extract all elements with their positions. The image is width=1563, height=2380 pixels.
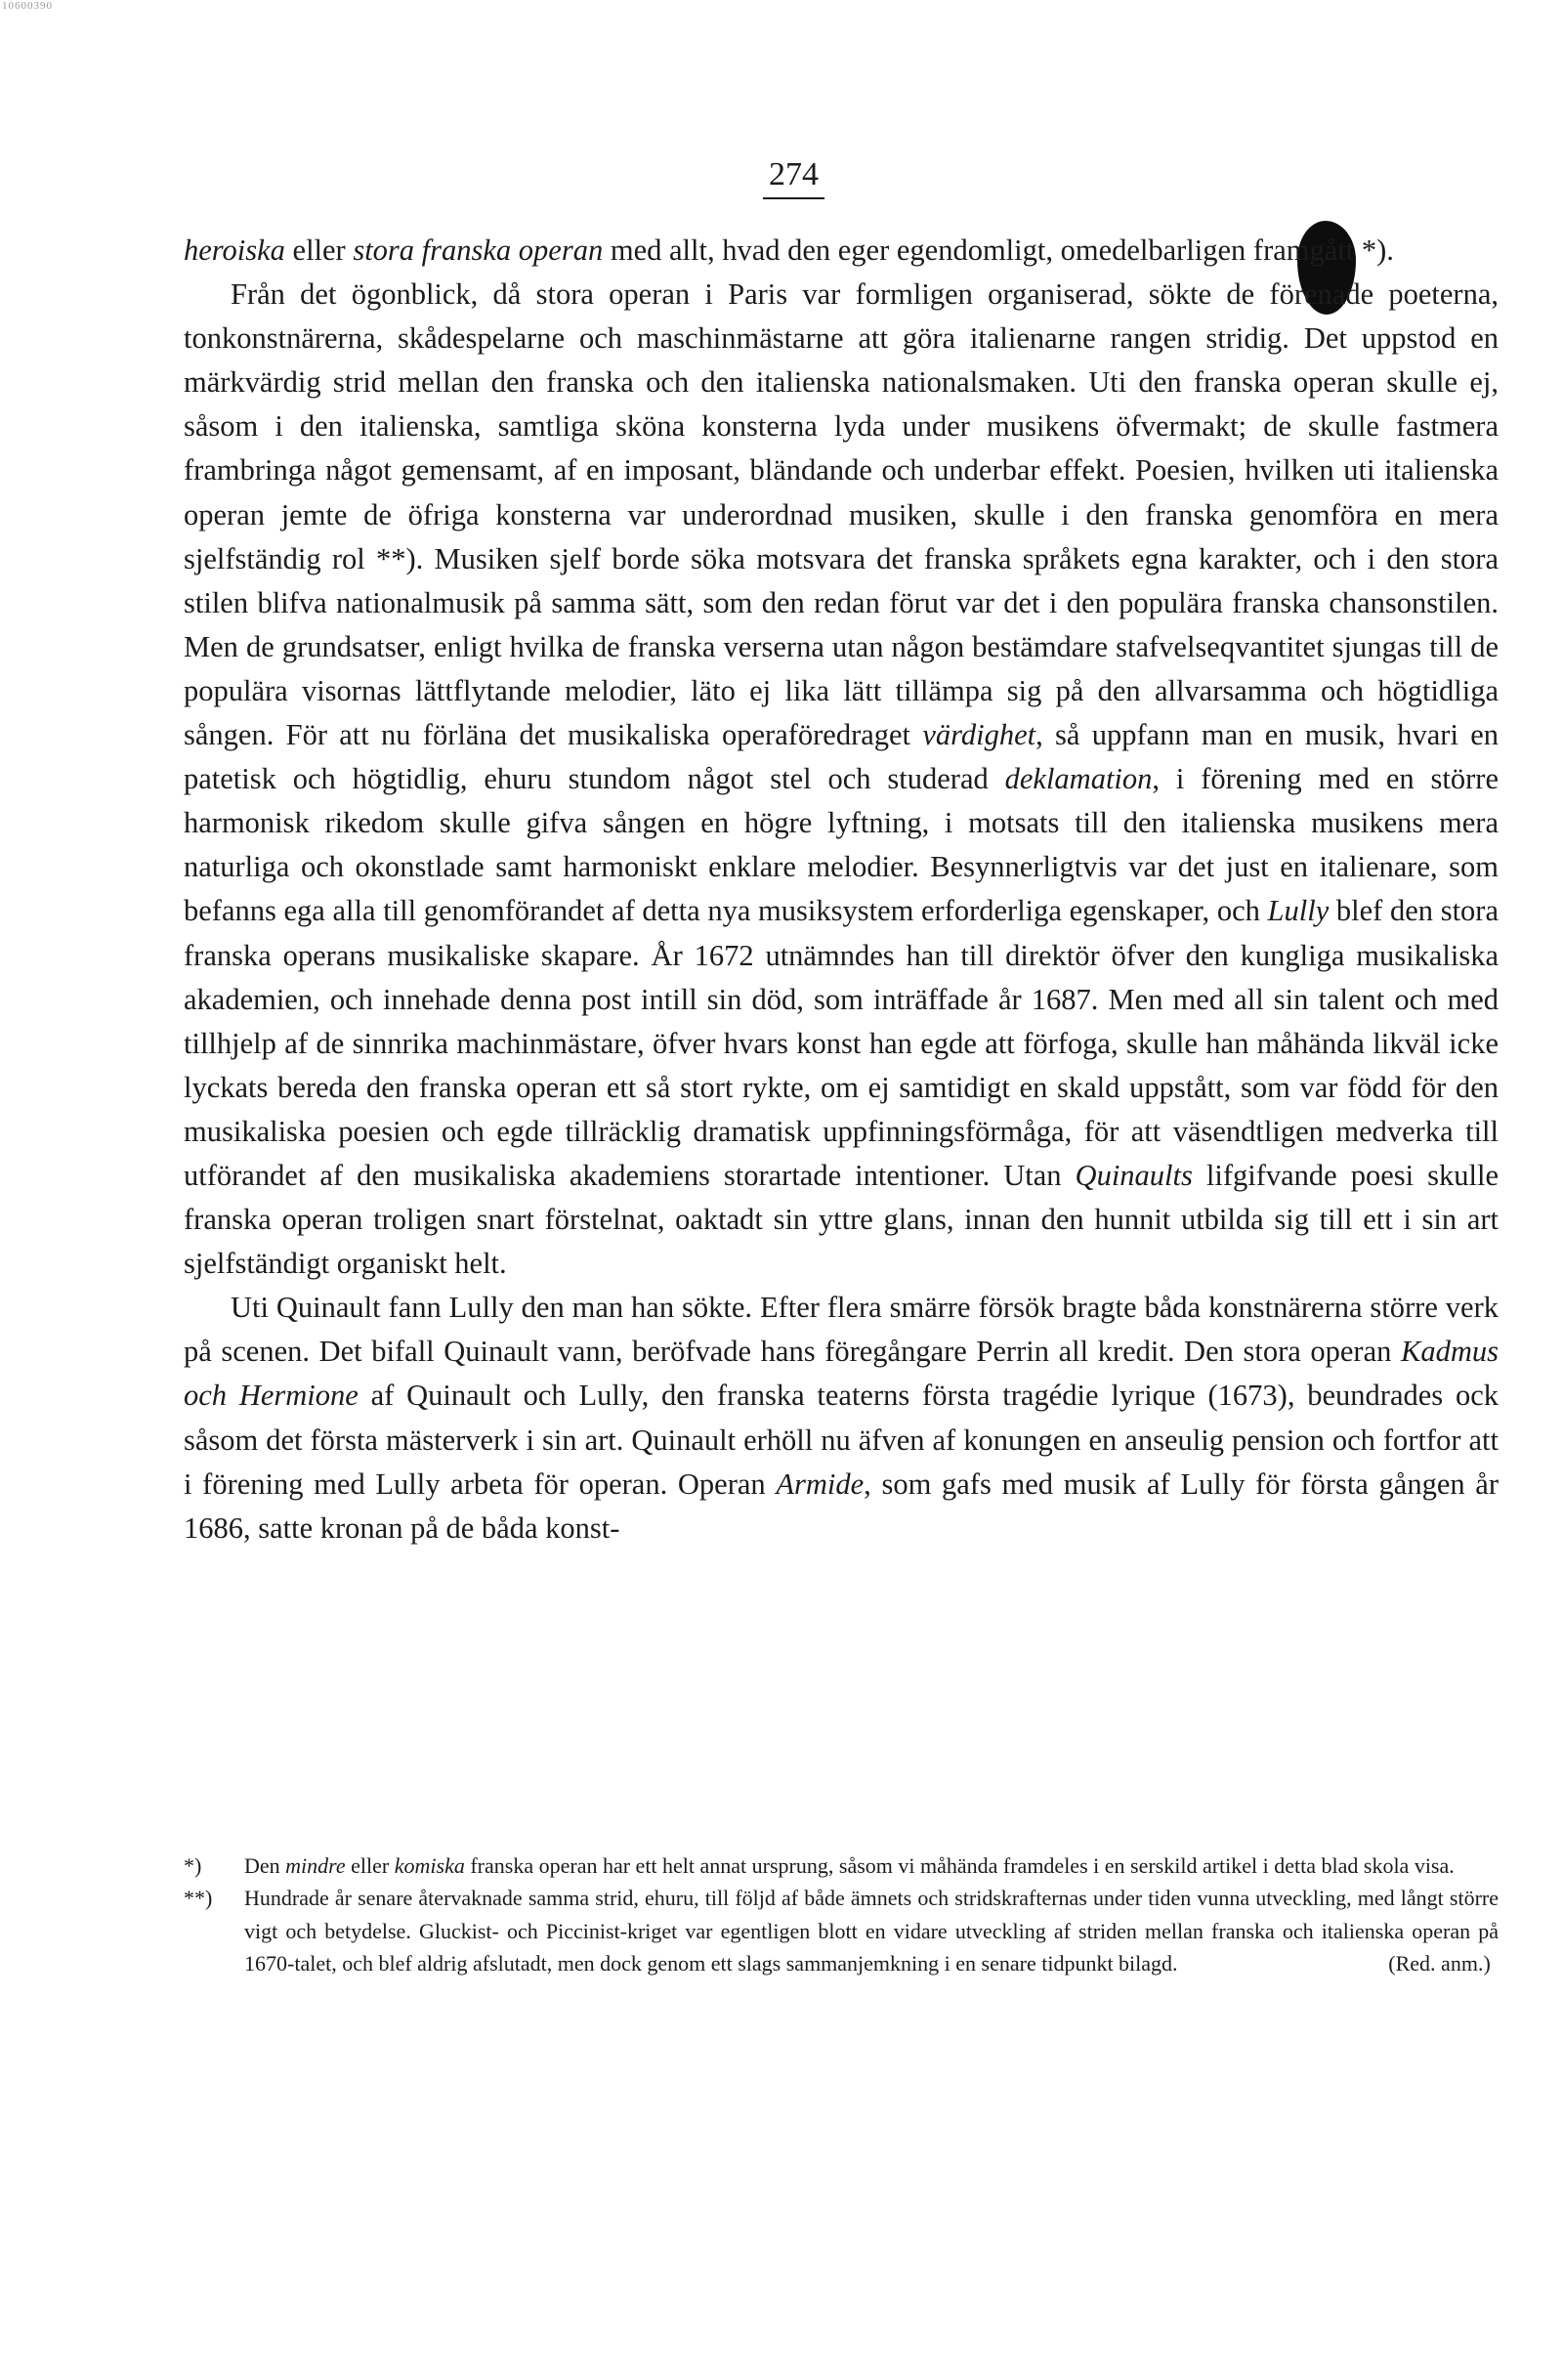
italic-run: heroiska xyxy=(184,234,285,267)
italic-run: deklamation xyxy=(1004,762,1153,796)
editor-note: (Red. anm.) xyxy=(1388,1951,1491,1976)
italic-run: stora franska operan xyxy=(353,234,604,267)
page-id: 10600390 xyxy=(2,0,53,12)
italic-run: komiska xyxy=(394,1853,465,1878)
footnotes xyxy=(184,1849,1499,1980)
text-run: franska operan har ett helt annat ursprung, såsom vi måhända framdeles i en serskild artikel i detta blad skola visa. xyxy=(464,1853,1455,1878)
italic-run: Kadmus och Hermione xyxy=(184,1335,1499,1413)
text-run: Uti Quinault fann Lully den man han sökte. Efter flera smärre försök bragte båda konstnärerna större verk på scenen. Det bifall Quinault vann, beröfvade hans föregångare Perrin all kredit. Den stora operan xyxy=(184,1291,1499,1369)
paragraph-2 xyxy=(184,273,1499,1286)
italic-run: Armide xyxy=(776,1466,865,1501)
text-run: Den xyxy=(244,1853,286,1878)
text-run: Hundrade år senare återvaknade samma strid, ehuru, till följd af både ämnets och stridskrafternas under tiden vunna utveckling, med långt större vigt och betydelse. Gluckist- och Piccinist-kriget var egentligen blott en vidare utveckling af striden mellan franska och italienska operan på 1670-talet, och blef aldrig afslutadt, men dock genom ett slags sammanjemkning i en senare tidpunkt bilagd. xyxy=(244,1886,1499,1976)
italic-run: värdighet xyxy=(922,718,1036,752)
text-run: med allt, hvad den eger egendomligt, omedelbarligen framgått *). xyxy=(603,234,1394,267)
footnote-1 xyxy=(184,1849,1499,1882)
text-run: af Quinault och Lully, den franska teaterns första tragédie lyrique (1673), beundrades ock såsom det första mästerverk i sin art. Quinault erhöll nu äfven af konungen en anseulig pension och fortfor att i förening med Lully arbeta för operan. Operan xyxy=(184,1379,1499,1501)
text-run: blef den stora franska operans musikaliske skapare. År 1672 utnämndes han till direktör öfver den kungliga musikaliska akademien, och innehade denna post intill sin död, som inträffade år 1687. Men med all sin talent och med tillhjelp af de sinnrika machinmästare, öfver hvars konst han egde att förfoga, skulle han måhända likväl icke lyckats bereda den franska operan ett så stort rykte, om ej samtidigt en skald uppstått, som var född för den musikaliska poesien och egde tillräcklig dramatisk uppfinningsförmåga, för att väsendtligen medverka till utförandet af den musikaliska akademiens storartade intentioner. Utan xyxy=(184,894,1499,1192)
text-run: lifgifvande poesi skulle franska operan troligen snart förstelnat, oaktadt sin yttre glans, innan den hunnit utbilda sig till ett i sin art sjelfständigt organiskt helt. xyxy=(184,1158,1499,1281)
italic-run: mindre xyxy=(285,1853,346,1878)
footnote-text xyxy=(244,1853,1455,1878)
text-run: , så uppfann man en musik, hvari en patetisk och högtidlig, ehuru stundom något stel och studerad xyxy=(184,718,1500,796)
page-number xyxy=(0,156,1563,199)
text-run: eller xyxy=(345,1853,395,1878)
paragraph-3 xyxy=(184,1286,1499,1551)
footnote-2 xyxy=(184,1882,1499,1979)
footnote-marker: **) xyxy=(184,1886,213,1911)
footnote-marker: *) xyxy=(184,1853,202,1878)
italic-run: Quinaults xyxy=(1075,1158,1193,1192)
text-run: Från det ögonblick, då stora operan i Paris var formligen organiserad, sökte de förenade poeterna, tonkonstnärerna, skådespelarne och maschinmästarne att göra italienarne rangen stridig. Det uppstod en märkvärdig strid mellan den franska och den italienska nationalsmaken. Uti den franska operan skulle ej, såsom i den italienska, samtliga sköna konsterna lyda under musikens öfvermakt; de skulle fastmera frambringa något gemensamt, af en imposant, bländande och underbar effekt. Poesien, hvilken uti italienska operan jemte de öfriga konsterna var underordnad musiken, skulle i den franska genomföra en mera sjelfständig rol **). Musiken sjelf borde söka motsvara det franska språkets egna karakter, och i den stora stilen blifva nationalmusik på samma sätt, som den redan förut var det i den populära franska chansonstilen. Men de grundsatser, enligt hvilka de franska verserna utan någon bestämdare stafvelseqvantitet sjungas till de populära visornas lättflytande melodier, läto ej lika lätt tillämpa sig på den allvarsamma och högtidliga sången. För att nu förläna det musikaliska operaföredraget xyxy=(184,277,1499,752)
main-text xyxy=(184,229,1499,1551)
text-run: eller xyxy=(284,234,354,267)
italic-run: Lully xyxy=(1267,894,1330,928)
page-number-text: 274 xyxy=(763,156,824,199)
footnote-text xyxy=(244,1886,1499,1976)
paragraph-1 xyxy=(184,229,1499,273)
text-run: , som gafs med musik af Lully för första gången år 1686, satte kronan på de båda konst- xyxy=(184,1466,1499,1545)
text-run: , i förening med en större harmonisk rikedom skulle gifva sången en högre lyftning, i motsats till den italienska musikens mera naturliga och okonstlade samt harmoniskt enklare melodier. Besynnerligtvis var det just en italienare, som befanns ega alla till genomförandet af detta nya musiksystem erforderliga egenskaper, och xyxy=(184,762,1499,928)
